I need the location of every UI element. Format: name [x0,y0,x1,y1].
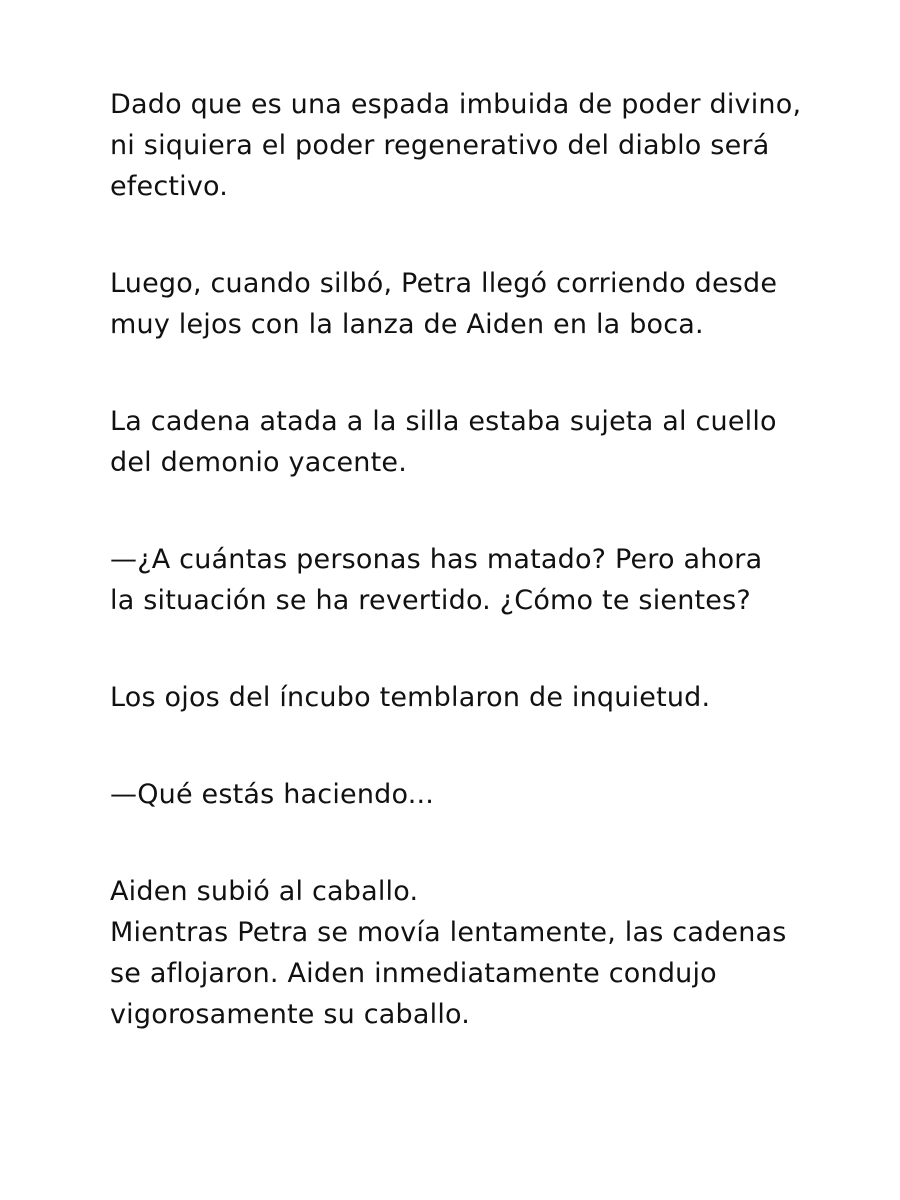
text-line: ni siquiera el poder regenerativo del diablo será [110,130,770,161]
text-line: Mientras Petra se movía lentamente, las cadenas [110,917,787,948]
paragraph-3 [110,401,830,483]
text-line: muy lejos con la lanza de Aiden en la boca. [110,309,704,340]
paragraph-2 [110,263,830,345]
text-line: —Qué estás haciendo... [110,779,435,810]
paragraph-4 [110,539,830,621]
text-line: Los ojos del íncubo temblaron de inquietud. [110,682,711,713]
text-line: —¿A cuántas personas has matado? Pero ahora [110,544,763,575]
text-line: se aflojaron. Aiden inmediatamente condujo [110,958,717,989]
text-line: efectivo. [110,171,229,202]
text-line: La cadena atada a la silla estaba sujeta al cuello [110,406,777,437]
paragraph-6 [110,774,830,815]
paragraph-1 [110,84,830,207]
text-line: Luego, cuando silbó, Petra llegó corriendo desde [110,268,778,299]
story-text [110,84,830,1091]
text-line: vigorosamente su caballo. [110,999,471,1030]
paragraph-5 [110,677,830,718]
text-line: Dado que es una espada imbuida de poder divino, [110,89,802,120]
paragraph-7 [110,871,830,912]
text-line: del demonio yacente. [110,447,407,478]
text-line: Aiden subió al caballo. [110,876,419,907]
text-line: la situación se ha revertido. ¿Cómo te sientes? [110,585,751,616]
paragraph-8 [110,912,830,1035]
